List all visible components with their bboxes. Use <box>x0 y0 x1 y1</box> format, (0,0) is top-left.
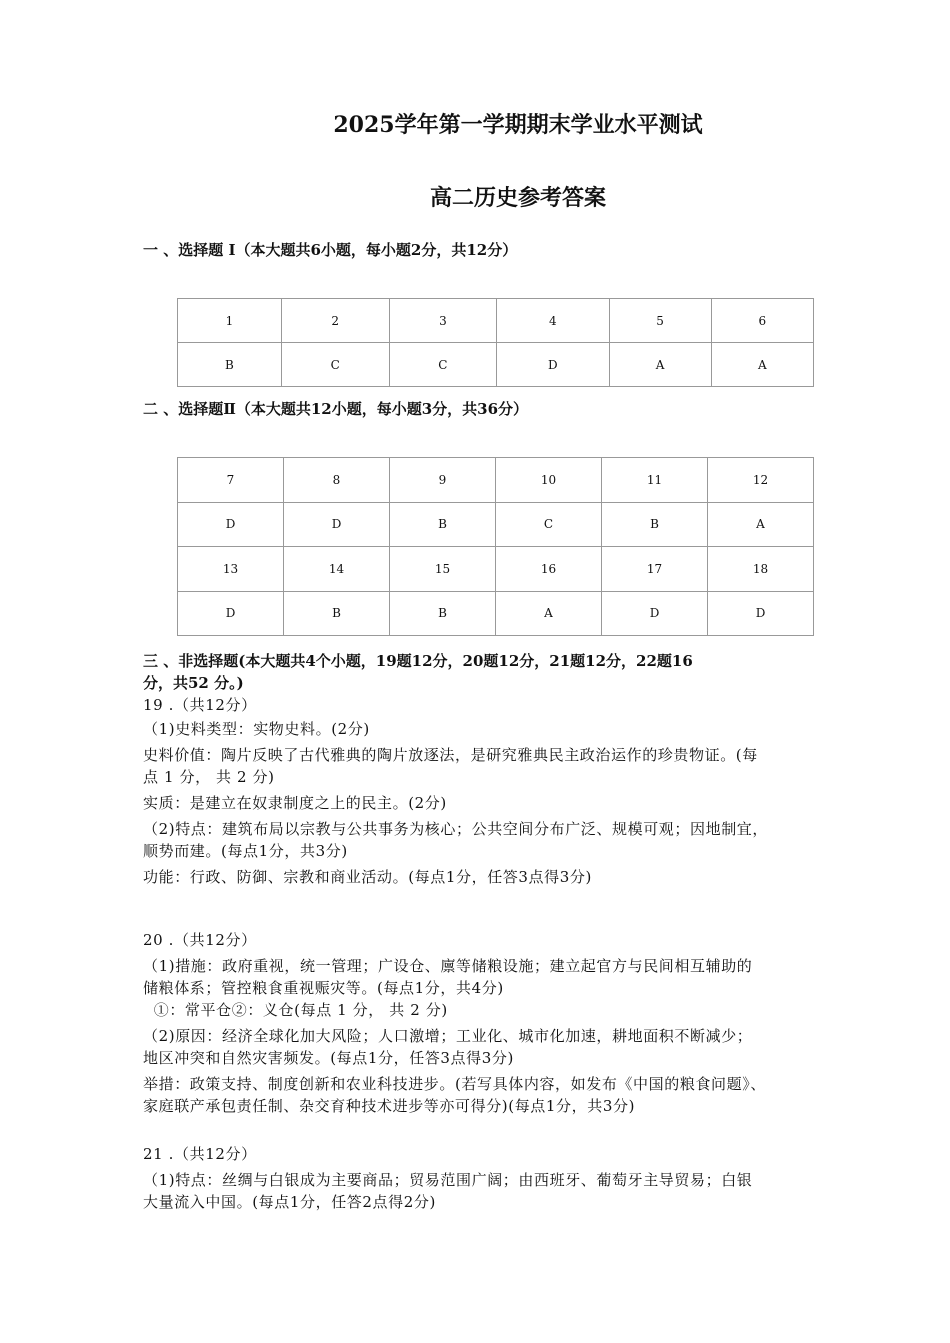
table-cell: A <box>711 343 813 387</box>
q21-header: 21 .（共12分） <box>143 1145 257 1163</box>
table-cell: D <box>602 591 708 636</box>
q19-answer-line: 史料价值：陶片反映了古代雅典的陶片放逐法，是研究雅典民主政治运作的珍贵物证。(每 <box>143 746 758 764</box>
table-cell: 4 <box>497 299 609 343</box>
q20-answer-line: ①：常平仓②：义仓(每点 1 分， 共 2 分) <box>143 1001 448 1019</box>
table-cell: 18 <box>708 547 814 592</box>
table-cell: B <box>602 502 708 547</box>
q19-answer-line: 点 1 分， 共 2 分) <box>143 768 275 786</box>
table-cell: 13 <box>178 547 284 592</box>
table-cell: 11 <box>602 458 708 503</box>
q19-answer-line: 功能：行政、防御、宗教和商业活动。(每点1分，任答3点得3分) <box>143 868 592 886</box>
q21-answer-line: （1)特点：丝绸与白银成为主要商品；贸易范围广阔；由西班牙、葡萄牙主导贸易；白银 <box>143 1171 753 1189</box>
table-cell: D <box>708 591 814 636</box>
table-cell: D <box>178 502 284 547</box>
table-cell: 14 <box>284 547 390 592</box>
table-cell: A <box>708 502 814 547</box>
table-cell: A <box>609 343 711 387</box>
document-subtitle: 高二历史参考答案 <box>429 185 606 211</box>
q20-answer-line: 地区冲突和自然灾害频发。(每点1分，任答3点得3分) <box>143 1049 514 1067</box>
table-row <box>178 591 814 636</box>
section3-heading-line: 三 、非选择题(本大题共4个小题，19题12分，20题12分，21题12分，22题16 <box>143 652 693 670</box>
table-cell: 10 <box>496 458 602 503</box>
q19-answer-line: （1)史料类型：实物史料。(2分) <box>143 720 370 738</box>
q20-answer-line: 储粮体系；管控粮食重视赈灾等。(每点1分，共4分) <box>143 979 504 997</box>
table-cell: C <box>389 343 497 387</box>
q20-answer-line: 家庭联产承包责任制、杂交育种技术进步等亦可得分)(每点1分，共3分) <box>143 1097 636 1115</box>
table-cell: 16 <box>496 547 602 592</box>
table-row <box>178 547 814 592</box>
table-cell: B <box>284 591 390 636</box>
table-cell: 17 <box>602 547 708 592</box>
table-cell: 6 <box>711 299 813 343</box>
q19-answer-line: 实质：是建立在奴隶制度之上的民主。(2分) <box>143 794 447 812</box>
answer-table-2 <box>177 457 814 636</box>
table-cell: D <box>497 343 609 387</box>
q19-answer-line: 顺势而建。(每点1分，共3分) <box>143 842 348 860</box>
table-cell: 3 <box>389 299 497 343</box>
table-cell: C <box>281 343 389 387</box>
table-cell: D <box>284 502 390 547</box>
table-cell: B <box>178 343 282 387</box>
table-cell: 7 <box>178 458 284 503</box>
q21-answer-line: 大量流入中国。(每点1分，任答2点得2分) <box>143 1193 436 1211</box>
table-cell: 12 <box>708 458 814 503</box>
table-cell: 8 <box>284 458 390 503</box>
table-cell: C <box>496 502 602 547</box>
table-cell: B <box>390 502 496 547</box>
q19-answer-line: （2)特点：建筑布局以宗教与公共事务为核心；公共空间分布广泛、规模可观；因地制宜， <box>143 820 768 838</box>
q20-answer-line: （1)措施：政府重视，统一管理；广设仓、廪等储粮设施；建立起官方与民间相互辅助的 <box>143 957 753 975</box>
section3-heading-line: 分，共52 分。) <box>143 674 244 692</box>
answer-table-1 <box>177 298 814 387</box>
table-cell: D <box>178 591 284 636</box>
section2-heading: 二 、选择题Ⅱ（本大题共12小题，每小题3分，共36分） <box>143 400 529 418</box>
q19-header: 19 .（共12分） <box>143 696 257 714</box>
table-cell: 9 <box>390 458 496 503</box>
table-row <box>178 299 814 343</box>
q20-answer-line: 举措：政策支持、制度创新和农业科技进步。(若写具体内容，如发布《中国的粮食问题》、 <box>143 1075 766 1093</box>
table-cell: B <box>390 591 496 636</box>
table-row <box>178 458 814 503</box>
table-row <box>178 502 814 547</box>
table-cell: 5 <box>609 299 711 343</box>
q20-answer-line: （2)原因：经济全球化加大风险；人口激增；工业化、城市化加速，耕地面积不断减少； <box>143 1027 753 1045</box>
table-cell: A <box>496 591 602 636</box>
table-cell: 2 <box>281 299 389 343</box>
table-cell: 1 <box>178 299 282 343</box>
section1-heading: 一 、选择题 Ⅰ（本大题共6小题，每小题2分，共12分） <box>143 241 518 259</box>
q20-header: 20 .（共12分） <box>143 931 257 949</box>
document-title: 2025学年第一学期期末学业水平测试 <box>333 112 703 138</box>
table-cell: 15 <box>390 547 496 592</box>
table-row <box>178 343 814 387</box>
